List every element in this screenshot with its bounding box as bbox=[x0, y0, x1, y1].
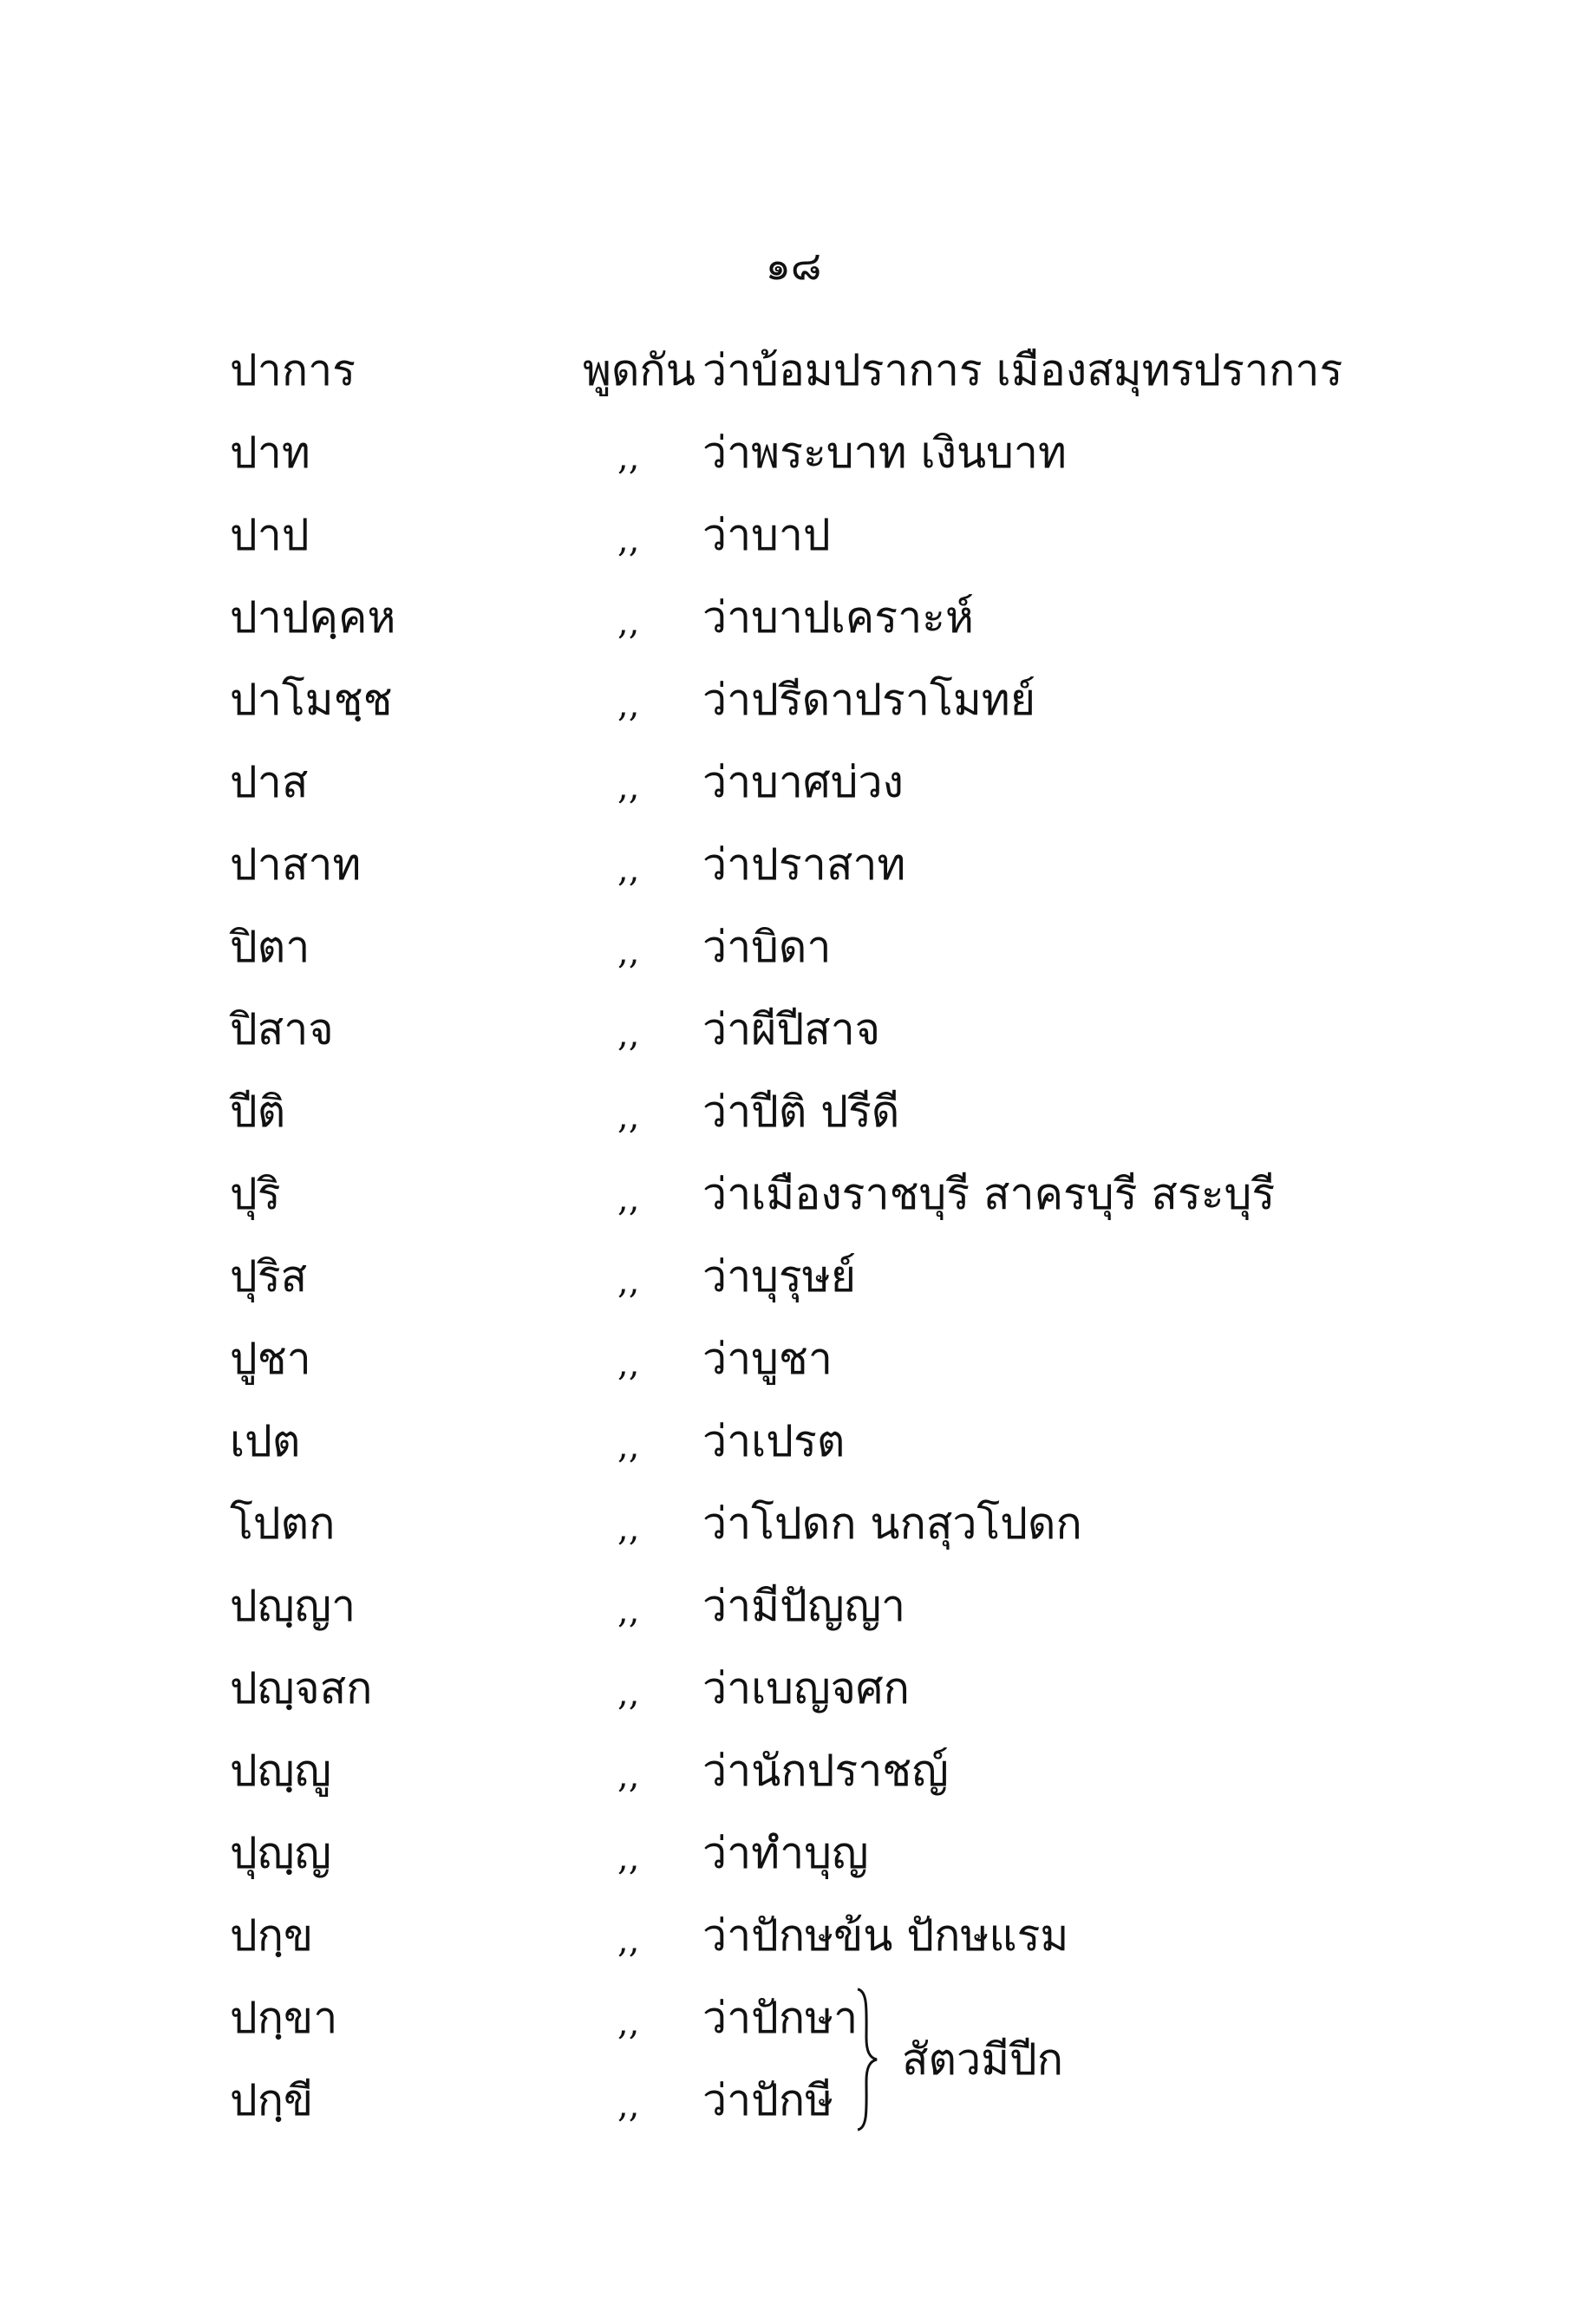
entry-row bbox=[0, 824, 1587, 906]
entry-row bbox=[0, 1895, 1587, 1977]
ditto-mark: ,, bbox=[617, 1015, 640, 1054]
entry-term: ปูชา bbox=[230, 1334, 311, 1384]
ditto-mark: ,, bbox=[617, 1921, 640, 1961]
entry-term: ปาท bbox=[230, 428, 310, 478]
entry-gloss: ว่าปักษา bbox=[702, 1993, 859, 2043]
grouped-entries bbox=[0, 1977, 1587, 2142]
ditto-mark: ,, bbox=[617, 1674, 640, 1714]
entry-term: ปิตา bbox=[230, 922, 310, 972]
entry-row bbox=[0, 1400, 1587, 1483]
entry-term: ปกฺขี bbox=[230, 2075, 314, 2125]
ditto-mark: ,, bbox=[617, 1426, 640, 1466]
ditto-mark: ,, bbox=[617, 1838, 640, 1878]
entry-gloss: ว่าบูชา bbox=[702, 1334, 833, 1384]
entry-term: ปุญฺญ bbox=[230, 1828, 331, 1878]
entry-gloss: ว่าทำบุญ bbox=[702, 1828, 869, 1878]
ditto-mark: ,, bbox=[617, 520, 640, 560]
entry-term: ปาปคฺคห bbox=[230, 592, 396, 643]
entry-row bbox=[0, 1071, 1587, 1153]
entry-term: ปาสาท bbox=[230, 839, 362, 890]
entry-row bbox=[0, 1153, 1587, 1236]
entry-row bbox=[0, 412, 1587, 494]
ditto-mark: ,, bbox=[617, 850, 640, 890]
entry-row bbox=[0, 1648, 1587, 1730]
entry-term: ปิสาจ bbox=[230, 1004, 334, 1054]
page-number: ๑๘ bbox=[765, 242, 822, 289]
entry-gloss: ว่าบาป bbox=[702, 510, 831, 560]
ditto-mark: ,, bbox=[617, 1179, 640, 1219]
entry-gloss: ว่าบุรุษย์ bbox=[702, 1251, 857, 1302]
entry-row bbox=[0, 659, 1587, 741]
entry-term: ปีติ bbox=[230, 1087, 286, 1137]
entry-gloss: ว่าปีติ ปรีดี bbox=[702, 1087, 900, 1137]
entry-row bbox=[0, 1565, 1587, 1648]
entry-row bbox=[0, 1236, 1587, 1318]
entry-term: ปุริ bbox=[230, 1169, 281, 1219]
entry-gloss: ว่าบาศบ่วง bbox=[702, 757, 904, 807]
ditto-mark: ,, bbox=[617, 1097, 640, 1137]
entry-term: ปญฺญู bbox=[230, 1746, 331, 1796]
ditto-mark: ,, bbox=[617, 1509, 640, 1549]
ditto-mark: ,, bbox=[617, 685, 640, 725]
entry-gloss: ว่าปราสาท bbox=[702, 839, 906, 890]
entry-term: ปาป bbox=[230, 510, 310, 560]
entry-row bbox=[0, 577, 1587, 659]
entry-row bbox=[0, 494, 1587, 577]
entry-gloss: ว่าปักษี bbox=[702, 2075, 834, 2125]
entry-lead: พูดกัน bbox=[583, 345, 696, 395]
ditto-mark: ,, bbox=[617, 603, 640, 643]
ditto-mark: ,, bbox=[617, 2003, 640, 2043]
entry-term: ปกฺข bbox=[230, 1910, 314, 1961]
entry-gloss: ว่าปรีดาปราโมทย์ bbox=[702, 675, 1036, 725]
group-note: สัตวมีปีก bbox=[902, 2034, 1064, 2085]
ditto-mark: ,, bbox=[617, 767, 640, 807]
brace-icon bbox=[854, 1986, 880, 2133]
entry-row bbox=[0, 1812, 1587, 1895]
entry-gloss: ว่าบาปเคราะห์ bbox=[702, 592, 974, 643]
entry-term: ปญฺญา bbox=[230, 1581, 356, 1631]
entry-row bbox=[0, 2060, 1587, 2142]
entry-gloss: ว่ามีปัญญา bbox=[702, 1581, 906, 1631]
ditto-mark: ,, bbox=[617, 2086, 640, 2125]
entry-term: ปกฺขา bbox=[230, 1993, 338, 2043]
entry-gloss: ว่าพระบาท เงินบาท bbox=[702, 428, 1067, 478]
entry-row bbox=[0, 1483, 1587, 1565]
entry-gloss: ว่านักปราชญ์ bbox=[702, 1746, 949, 1796]
ditto-mark: ,, bbox=[617, 1344, 640, 1384]
entry-row bbox=[0, 1318, 1587, 1400]
entry-row bbox=[0, 1730, 1587, 1812]
ditto-mark: ,, bbox=[617, 932, 640, 972]
entry-gloss: ว่าเปรต bbox=[702, 1416, 846, 1466]
entry-term: ปญฺจสก bbox=[230, 1663, 373, 1714]
entry-term: ปาส bbox=[230, 757, 309, 807]
entry-row bbox=[0, 1977, 1587, 2060]
entry-gloss: ว่าปักษข้น ปักษแรม bbox=[702, 1910, 1069, 1961]
entry-gloss: ว่าเบญจศก bbox=[702, 1663, 910, 1714]
ditto-mark: ,, bbox=[617, 1591, 640, 1631]
entry-term: ปุริส bbox=[230, 1251, 308, 1302]
entry-list bbox=[0, 330, 1587, 2142]
entry-row bbox=[0, 741, 1587, 824]
ditto-mark: ,, bbox=[617, 438, 640, 478]
entry-row bbox=[0, 330, 1587, 412]
ditto-mark: ,, bbox=[617, 1262, 640, 1302]
entry-term: โปตก bbox=[230, 1498, 336, 1549]
entry-gloss: ว่าโปดก นกสุวโปดก bbox=[702, 1498, 1082, 1549]
entry-term: เปต bbox=[230, 1416, 301, 1466]
entry-gloss: ว่าบ้อมปราการ เมืองสมุทรปราการ bbox=[702, 345, 1343, 395]
entry-gloss: ว่าผีปีสาจ bbox=[702, 1004, 881, 1054]
entry-rows bbox=[0, 412, 1587, 1977]
ditto-mark: ,, bbox=[617, 1756, 640, 1796]
entry-term: ปาการ bbox=[230, 345, 356, 395]
entry-term: ปาโมชฺช bbox=[230, 675, 393, 725]
entry-gloss: ว่าบิดา bbox=[702, 922, 832, 972]
entry-gloss: ว่าเมืองราชบุรี สาครบุรี สระบุรี bbox=[702, 1169, 1276, 1219]
entry-row bbox=[0, 989, 1587, 1071]
entry-row bbox=[0, 906, 1587, 989]
